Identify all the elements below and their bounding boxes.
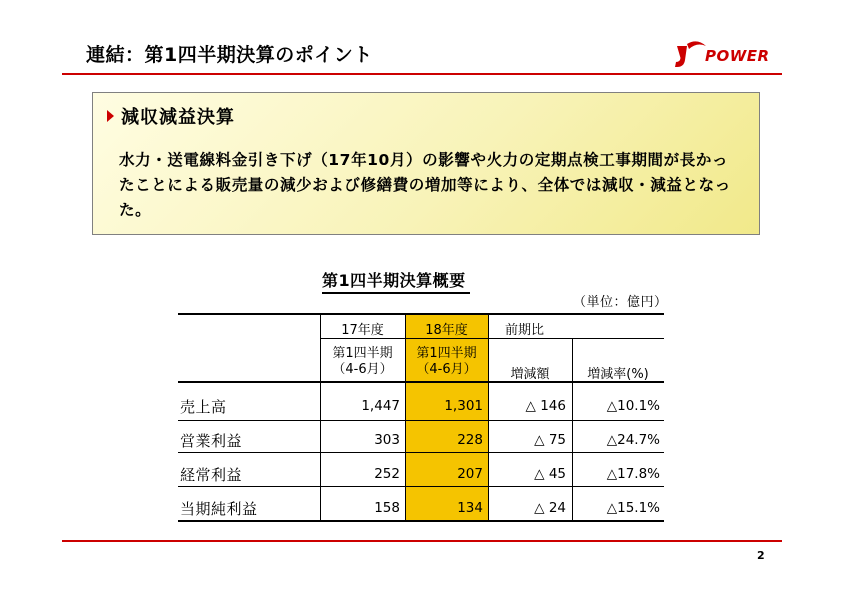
row-label: 当期純利益 xyxy=(180,500,258,518)
column-divider xyxy=(488,313,489,521)
row-rate-value: △10.1% xyxy=(606,398,660,414)
header-q1-prev-line2: （4-6月） xyxy=(332,362,393,377)
row-change-value: △ 24 xyxy=(534,500,566,516)
table-top-rule xyxy=(178,313,664,315)
row-curr-value: 207 xyxy=(457,466,483,482)
header-q1-prev-line1: 第1四半期 xyxy=(332,346,393,361)
key-point-body: 水力・送電線料金引き下げ（17年10月）の影響や火力の定期点検工事期間が長かったことによる販売量の減少および修繕費の増加等により、全体では減収・減益となった。 xyxy=(119,151,731,219)
row-rate-value: △15.1% xyxy=(606,500,660,516)
row-rule xyxy=(178,420,664,421)
row-curr-value: 228 xyxy=(457,432,483,448)
row-prev-value: 303 xyxy=(374,432,400,448)
header-yoy: 前期比 xyxy=(505,323,545,338)
table-bottom-rule xyxy=(178,520,664,522)
unit-label: （単位：億円） xyxy=(573,295,668,310)
page-number: 2 xyxy=(757,549,765,562)
column-divider xyxy=(320,313,321,521)
row-prev-value: 158 xyxy=(374,500,400,516)
header-q1-prev xyxy=(320,346,405,378)
header-change: 増減額 xyxy=(510,367,550,382)
header-q1-curr xyxy=(405,346,488,378)
row-label: 経常利益 xyxy=(180,466,243,484)
row-change-value: △ 45 xyxy=(534,466,566,482)
header-rate: 増減率(%) xyxy=(587,367,649,382)
key-point-box xyxy=(92,92,760,235)
row-rule xyxy=(178,452,664,453)
header-inner-rule xyxy=(320,338,664,339)
footer-divider xyxy=(62,540,782,542)
row-rule xyxy=(178,486,664,487)
header-q1-curr-line1: 第1四半期 xyxy=(416,346,477,361)
row-prev-value: 1,447 xyxy=(361,398,400,414)
row-change-value: △ 75 xyxy=(534,432,566,448)
key-point-heading: 減収減益決算 xyxy=(121,107,235,128)
header-fy17: 17年度 xyxy=(341,323,384,338)
row-change-value: △ 146 xyxy=(525,398,566,414)
header-divider xyxy=(62,73,782,75)
column-divider xyxy=(405,313,406,521)
row-label: 営業利益 xyxy=(180,432,243,450)
row-rate-value: △17.8% xyxy=(606,466,660,482)
key-point-header xyxy=(107,103,235,129)
header-q1-curr-line2: （4-6月） xyxy=(416,362,477,377)
summary-title: 第1四半期決算概要 xyxy=(322,268,470,294)
row-curr-value: 134 xyxy=(457,500,483,516)
row-prev-value: 252 xyxy=(374,466,400,482)
jpower-mark-icon xyxy=(673,40,707,70)
row-label: 売上高 xyxy=(180,398,227,416)
logo-wordmark: POWER xyxy=(705,47,770,65)
jpower-logo xyxy=(673,40,783,70)
row-curr-value: 1,301 xyxy=(444,398,483,414)
header-fy18: 18年度 xyxy=(425,323,468,338)
triangle-bullet-icon xyxy=(107,110,114,122)
row-rate-value: △24.7% xyxy=(606,432,660,448)
page-title: 連結：第1四半期決算のポイント xyxy=(86,44,373,66)
